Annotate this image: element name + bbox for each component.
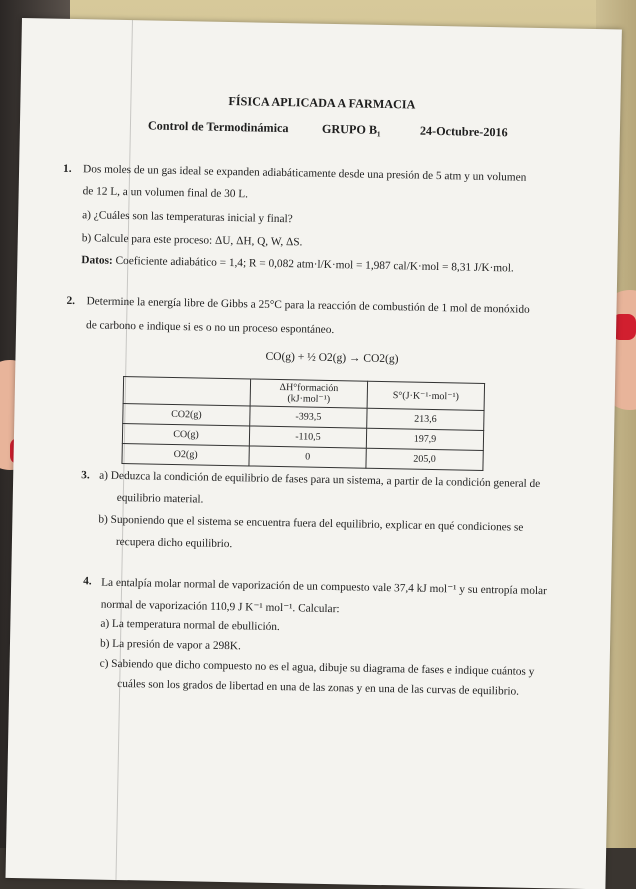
q4-part-c-line2: cuáles son los grados de libertad en una de las zonas y en una de las curvas de equilibrio.: [117, 677, 520, 698]
q3-part-b-line1: b) Suponiendo que el sistema se encuentra fuera del equilibrio, explicar en qué condiciones se: [98, 513, 524, 534]
q3-part-b-line2: recupera dicho equilibrio.: [115, 535, 233, 551]
exam-group: GRUPO B₁: [321, 121, 381, 137]
q3-number: 3.: [81, 469, 90, 482]
q2-line2: de carbono e indique si es o no un proceso espontáneo.: [85, 319, 335, 337]
q4-part-a: a) La temperatura normal de ebullición.: [100, 617, 280, 634]
table-cell: 197,9: [366, 428, 483, 450]
table-cell: 0: [249, 446, 366, 468]
q2-line1: Determine la energía libre de Gibbs a 25°C para la reacción de combustión de 1 mol de monóxido: [86, 295, 530, 316]
q4-part-c-line1: c) Sabiendo que dicho compuesto no es el agua, dibuje su diagrama de fases e indique cuántos y: [99, 657, 535, 678]
q1-line1: Dos moles de un gas ideal se expanden adiabáticamente desde una presión de 5 atm y un volumen: [82, 163, 527, 184]
exam-paper: [5, 18, 621, 889]
q4-part-b: b) La presión de vapor a 298K.: [99, 637, 241, 653]
exam-date: 24-Octubre-2016: [419, 123, 508, 140]
q1-data-text: Coeficiente adiabático = 1,4; R = 0,082 atm·l/K·mol = 1,987 cal/K·mol = 8,31 J/K·mol.: [115, 254, 514, 275]
q4-line1: La entalpía molar normal de vaporización de un compuesto vale 37,4 kJ mol⁻¹ y su entropía molar: [101, 576, 547, 598]
table-header-cell: ΔH°formación (kJ·mol⁻¹): [250, 379, 367, 408]
q4-number: 4.: [83, 575, 92, 588]
table-header-cell: S°(J·K⁻¹·mol⁻¹): [367, 381, 484, 410]
table-cell: 213,6: [367, 408, 484, 430]
exam-title: FÍSICA APLICADA A FARMACIA: [228, 93, 416, 112]
q1-line2: de 12 L, a un volumen final de 30 L.: [82, 185, 249, 201]
table-cell: -110,5: [249, 426, 366, 448]
q1-data: [81, 254, 514, 274]
table-cell: 205,0: [366, 448, 483, 470]
exam-subtitle: Control de Termodinámica: [147, 118, 289, 136]
q2-number: 2.: [66, 294, 76, 308]
table-cell: O2(g): [122, 444, 249, 466]
table-cell: -393,5: [250, 406, 367, 428]
table-header-cell: [123, 377, 250, 406]
q1-number: 1.: [62, 162, 72, 175]
q1-part-a: a) ¿Cuáles son las temperaturas inicial y final?: [82, 209, 293, 226]
q1-data-label: Datos:: [81, 254, 113, 267]
thermo-table: [121, 376, 485, 471]
q1-part-b: b) Calcule para este proceso: ΔU, ΔH, Q, W, ΔS.: [81, 232, 303, 249]
table-cell: CO(g): [122, 424, 249, 446]
table-cell: CO2(g): [123, 404, 250, 426]
q4-line2: normal de vaporización 110,9 J K⁻¹ mol⁻¹. Calcular:: [100, 598, 340, 616]
q3-part-a-line1: a) Deduzca la condición de equilibrio de fases para un sistema, a partir de la condición general de: [99, 469, 541, 491]
q3-part-a-line2: equilibrio material.: [116, 491, 204, 506]
reaction-equation: CO(g) + ½ O2(g) → CO2(g): [265, 350, 399, 366]
